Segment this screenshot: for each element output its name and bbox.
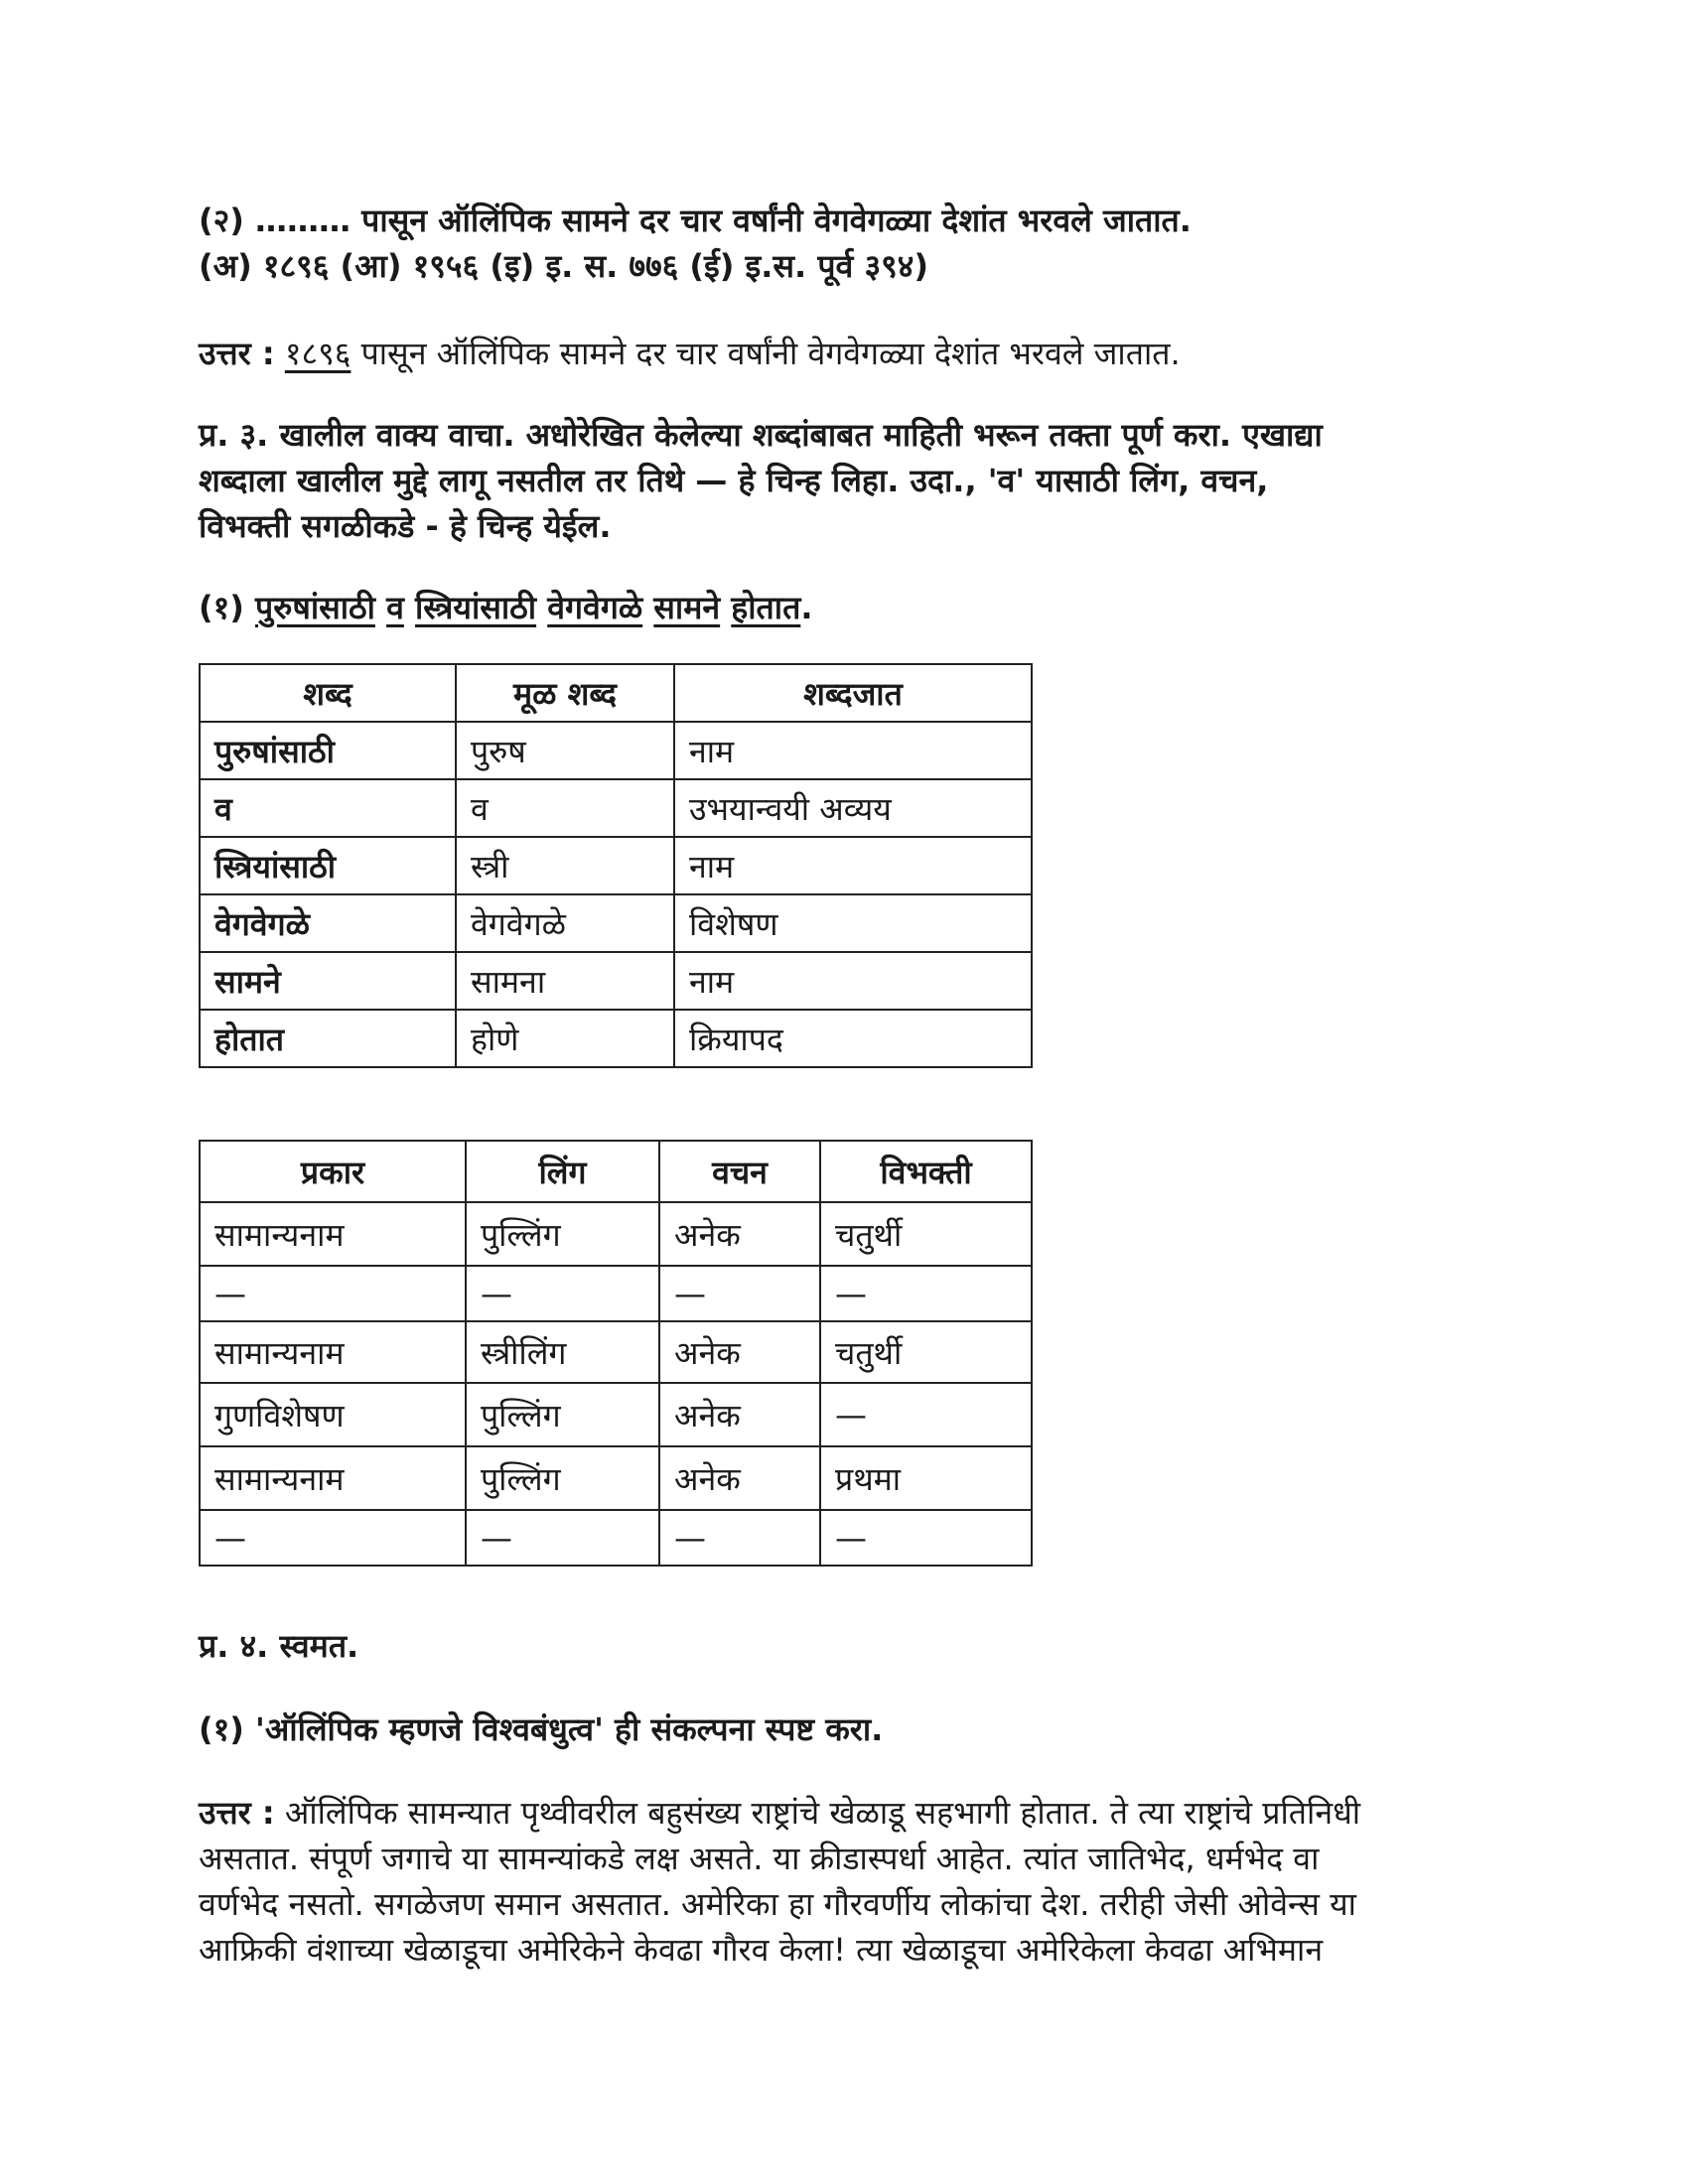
table-cell: गुणविशेषण: [200, 1383, 466, 1446]
table-cell: चतुर्थी: [820, 1202, 1032, 1266]
q4-question: (१) 'ऑलिंपिक म्हणजे विश्वबंधुत्व' ही संकल्पना स्पष्ट करा.: [199, 1710, 884, 1748]
answer-text: ऑलिंपिक सामन्यात पृथ्वीवरील बहुसंख्य राष्ट्रांचे खेळाडू सहभागी होतात. ते त्या राष्ट्रांचे प्रतिनिधी: [274, 1794, 1361, 1832]
q4-answer-line4: आफ्रिकी वंशाच्या खेळाडूचा अमेरिकेने केवढा गौरव केला! त्या खेळाडूचा अमेरिकेला केवढा अभिमान: [199, 1931, 1324, 1969]
table-cell: सामान्यनाम: [200, 1321, 466, 1383]
q3-instruction-line1: प्र. ३. खालील वाक्य वाचा. अधोरेखित केलेल्या शब्दांबाबत माहिती भरून तक्ता पूर्ण करा. एखाद्या: [199, 416, 1323, 454]
table-cell: —: [659, 1266, 820, 1321]
underlined-word: वेगवेगळे: [547, 589, 643, 626]
table-cell: सामना: [456, 952, 674, 1010]
table-cell: —: [466, 1510, 659, 1566]
table-cell: चतुर्थी: [820, 1321, 1032, 1383]
table-row: [200, 1383, 1032, 1446]
q4-answer-line1: [199, 1791, 1360, 1835]
table-cell: नाम: [674, 837, 1032, 894]
table-row: [200, 722, 1032, 779]
table-cell: अनेक: [659, 1321, 820, 1383]
table-cell: नाम: [674, 722, 1032, 779]
q4-answer-line2: असतात. संपूर्ण जगाचे या सामन्यांकडे लक्ष असते. या क्रीडास्पर्धा आहेत. त्यांत जातिभेद, धर्मभेद वा: [199, 1840, 1320, 1877]
table-cell: अनेक: [659, 1446, 820, 1510]
grammar-details-table: [199, 1140, 1033, 1567]
table-cell: पुरुष: [456, 722, 674, 779]
table-row: [200, 1321, 1032, 1383]
q3-instruction-line2: शब्दाला खालील मुद्दे लागू नसतील तर तिथे — हे चिन्ह लिहा. उदा., 'व' यासाठी लिंग, वचन,: [199, 462, 1269, 499]
underlined-word: स्त्रियांसाठी: [415, 589, 537, 626]
table-row: [200, 1202, 1032, 1266]
answer-label: उत्तर :: [199, 1794, 275, 1832]
table-row: [200, 1266, 1032, 1321]
answer-label: उत्तर :: [199, 335, 275, 372]
table-cell: क्रियापद: [674, 1010, 1032, 1067]
column-header: शब्द: [200, 664, 456, 722]
table-cell: स्त्रीलिंग: [466, 1321, 659, 1383]
table-cell: —: [820, 1510, 1032, 1566]
answer-key: १८९६: [284, 335, 352, 372]
table-cell: अनेक: [659, 1202, 820, 1266]
table-cell: वेगवेगळे: [456, 894, 674, 952]
q3-sentence: [199, 586, 812, 629]
table-cell: होणे: [456, 1010, 674, 1067]
table-cell: वेगवेगळे: [200, 894, 456, 952]
table-row: [200, 837, 1032, 894]
table-cell: व: [456, 779, 674, 837]
table-cell: पुल्लिंग: [466, 1202, 659, 1266]
answer-text: पासून ऑलिंपिक सामने दर चार वर्षांनी वेगवेगळ्या देशांत भरवले जातात.: [351, 335, 1181, 372]
q4-answer-line3: वर्णभेद नसतो. सगळेजण समान असतात. अमेरिका हा गौरवर्णीय लोकांचा देश. तरीही जेसी ओवेन्स या: [199, 1885, 1356, 1923]
table-row: [200, 952, 1032, 1010]
table-cell: —: [820, 1266, 1032, 1321]
table-cell: —: [659, 1510, 820, 1566]
table-cell: पुल्लिंग: [466, 1383, 659, 1446]
underlined-word: पुरुषांसाठी: [255, 589, 375, 626]
table-cell: विशेषण: [674, 894, 1032, 952]
table-header-row: [200, 1141, 1032, 1202]
table-header-row: [200, 664, 1032, 722]
sentence-prefix: (१): [199, 589, 256, 626]
table-cell: उभयान्वयी अव्यय: [674, 779, 1032, 837]
column-header: शब्दजात: [674, 664, 1032, 722]
table-cell: —: [466, 1266, 659, 1321]
table-cell: व: [200, 779, 456, 837]
table-row: [200, 1510, 1032, 1566]
table-cell: स्त्रियांसाठी: [200, 837, 456, 894]
table-cell: पुरुषांसाठी: [200, 722, 456, 779]
q3-instruction-line3: विभक्ती सगळीकडे - हे चिन्ह येईल.: [199, 507, 612, 545]
table-cell: —: [820, 1383, 1032, 1446]
q4-heading: प्र. ४. स्वमत.: [199, 1627, 359, 1665]
table-cell: —: [200, 1266, 466, 1321]
table-cell: होतात: [200, 1010, 456, 1067]
underlined-word: होतात: [731, 589, 801, 626]
table-cell: नाम: [674, 952, 1032, 1010]
table-row: [200, 779, 1032, 837]
underlined-word: सामने: [653, 589, 721, 626]
word-analysis-table: [199, 663, 1033, 1068]
sentence-end: .: [800, 589, 813, 626]
column-header: प्रकार: [200, 1141, 466, 1202]
column-header: मूळ शब्द: [456, 664, 674, 722]
q2-answer: [199, 332, 1181, 375]
table-cell: पुल्लिंग: [466, 1446, 659, 1510]
table-cell: सामने: [200, 952, 456, 1010]
table-row: [200, 1446, 1032, 1510]
table-row: [200, 894, 1032, 952]
underlined-word: व: [386, 589, 404, 626]
column-header: वचन: [659, 1141, 820, 1202]
table-cell: अनेक: [659, 1383, 820, 1446]
q2-options: (अ) १८९६ (आ) १९५६ (इ) इ. स. ७७६ (ई) इ.स. पूर्व ३९४): [199, 247, 928, 285]
column-header: विभक्ती: [820, 1141, 1032, 1202]
table-cell: सामान्यनाम: [200, 1202, 466, 1266]
table-cell: —: [200, 1510, 466, 1566]
column-header: लिंग: [466, 1141, 659, 1202]
q2-question: (२) ……… पासून ऑलिंपिक सामने दर चार वर्षांनी वेगवेगळ्या देशांत भरवले जातात.: [199, 202, 1192, 239]
table-cell: प्रथमा: [820, 1446, 1032, 1510]
table-cell: सामान्यनाम: [200, 1446, 466, 1510]
table-cell: स्त्री: [456, 837, 674, 894]
table-row: [200, 1010, 1032, 1067]
